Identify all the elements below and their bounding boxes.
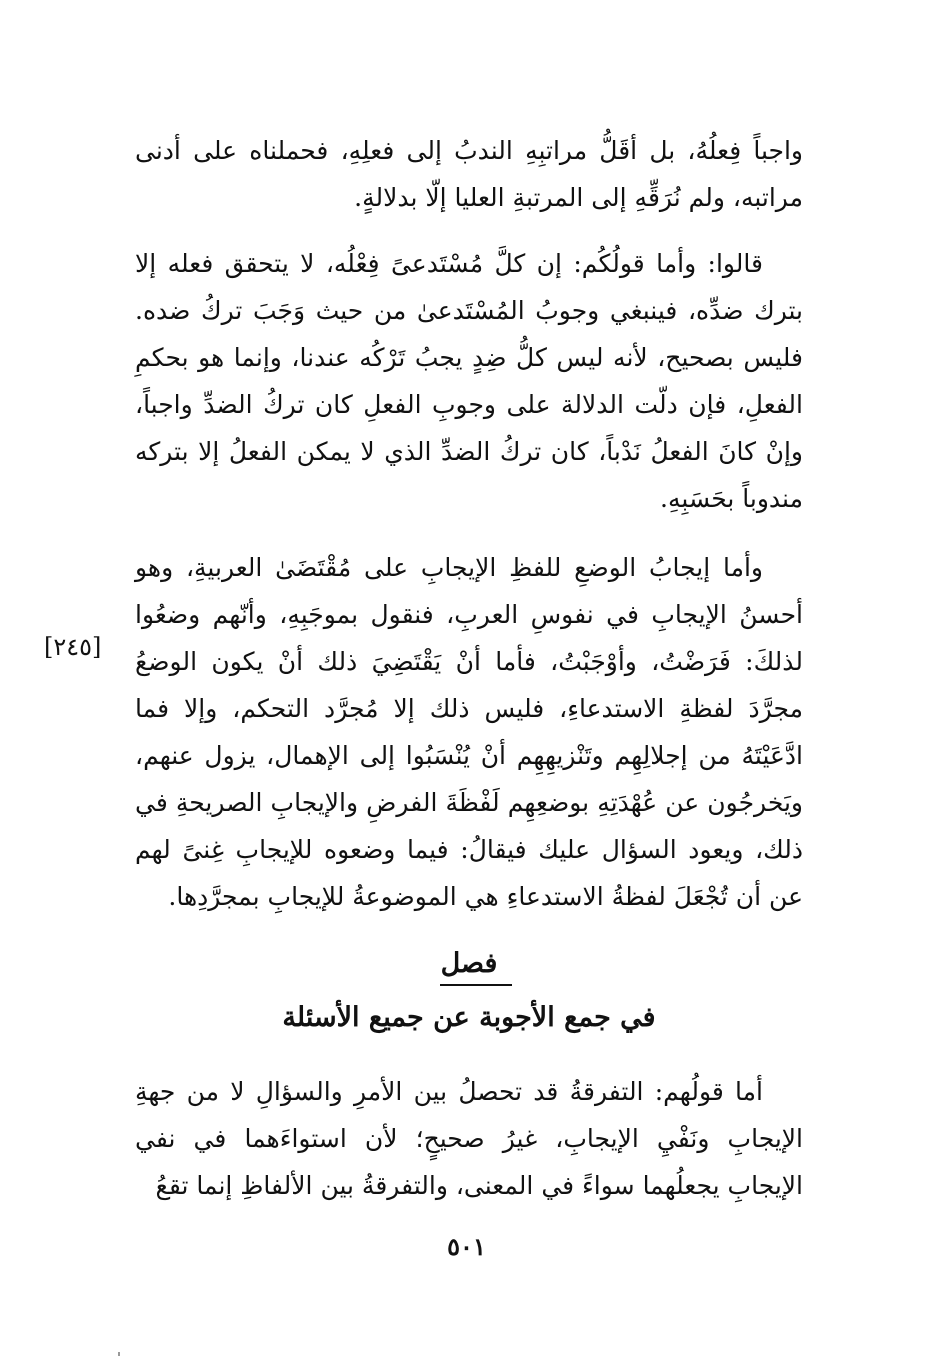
paragraph-text: قالوا: وأما قولُكُم: إن كلَّ مُسْتَدعىً فِعْلُه، لا يتحقق فعله إلا بترك ضدِّه، فينبغي وجوبُ المُسْتَدعىٰ من حيث وَجَبَ تركُ ضده. فليس بصحيح، لأنه ليس كلُّ ضِدٍ يجبُ تَرْكُه عندنا، وإنما هو بحكمِ الفعلِ، فإن دلّت الدلالة على وجوبِ الفعلِ كان تركُ الضدِّ واجباً، وإنْ كانَ الفعلُ نَدْباً، كان تركُ الضدِّ الذي لا يمكن الفعلُ إلا بتركه مندوباً بحَسَبِهِ.	[135, 249, 803, 513]
paragraph-text: وأما إيجابُ الوضعِ للفظِ الإيجابِ على مُقْتَضَىٰ العربيةِ، وهو أحسنُ الإيجابِ في نفوسِ العربِ، فنقول بموجَبِهِ، وأنّهم وضعُوا لذلكَ: فَرَضْتُ، وأوْجَبْتُ، فأما أنْ يَقْتَضِيَ ذلك أنْ يكون الوضعُ مجرَّدَ لفظةِ الاستدعاءِ، فليس ذلك إلا مُجرَّد التحكم، وإلا فما ادَّعَيْتَهُ من إجلالِهِم وتَنْزيهِهِم أنْ يُنْسَبُوا إلى الإهمال، يزول عنهم، ويَخرجُون عن عُهْدَتِهِ بوضعِهِم لَفْظَةَ الفرضِ والإيجابِ الصريحةِ في ذلك، ويعود السؤال عليك فيقالُ: فيما وضعوه للإيجابِ غِنىً لهم عن أن تُجْعَلَ لفظةُ الاستدعاءِ هي الموضوعةُ للإيجابِ بمجرَّدِها.	[135, 553, 803, 911]
section-heading: فصل	[440, 948, 498, 979]
body-paragraph-1	[135, 127, 803, 221]
section-title: في جمع الأجوبة عن جميع الأسئلة	[282, 1002, 656, 1033]
scan-speck	[118, 1352, 120, 1356]
body-paragraph-4	[135, 1068, 803, 1209]
paragraph-text: أما قولُهم: التفرقةُ قد تحصلُ بين الأمرِ والسؤالِ لا من جهةِ الإيجابِ ونَفْيِ الإيجابِ، غيرُ صحيحٍ؛ لأن استواءَهما في نفي الإيجابِ يجعلُهما سواءً في المعنى، والتفرقةُ بين الألفاظِ إنما تقعُ	[135, 1077, 803, 1200]
page-number: ٥٠١	[447, 1232, 486, 1261]
paragraph-text: واجباً فِعلُهُ، بل أقَلُّ مراتبِهِ الندبُ إلى فعلِهِ، فحملناه على أدنى مراتبه، ولم نُرَقِّهِ إلى المرتبةِ العليا إلّا بدلالةٍ.	[135, 136, 803, 212]
body-paragraph-2	[135, 240, 803, 522]
margin-page-reference: [٢٤٥]	[44, 633, 102, 661]
heading-underline	[440, 984, 512, 986]
body-paragraph-3	[135, 544, 803, 920]
